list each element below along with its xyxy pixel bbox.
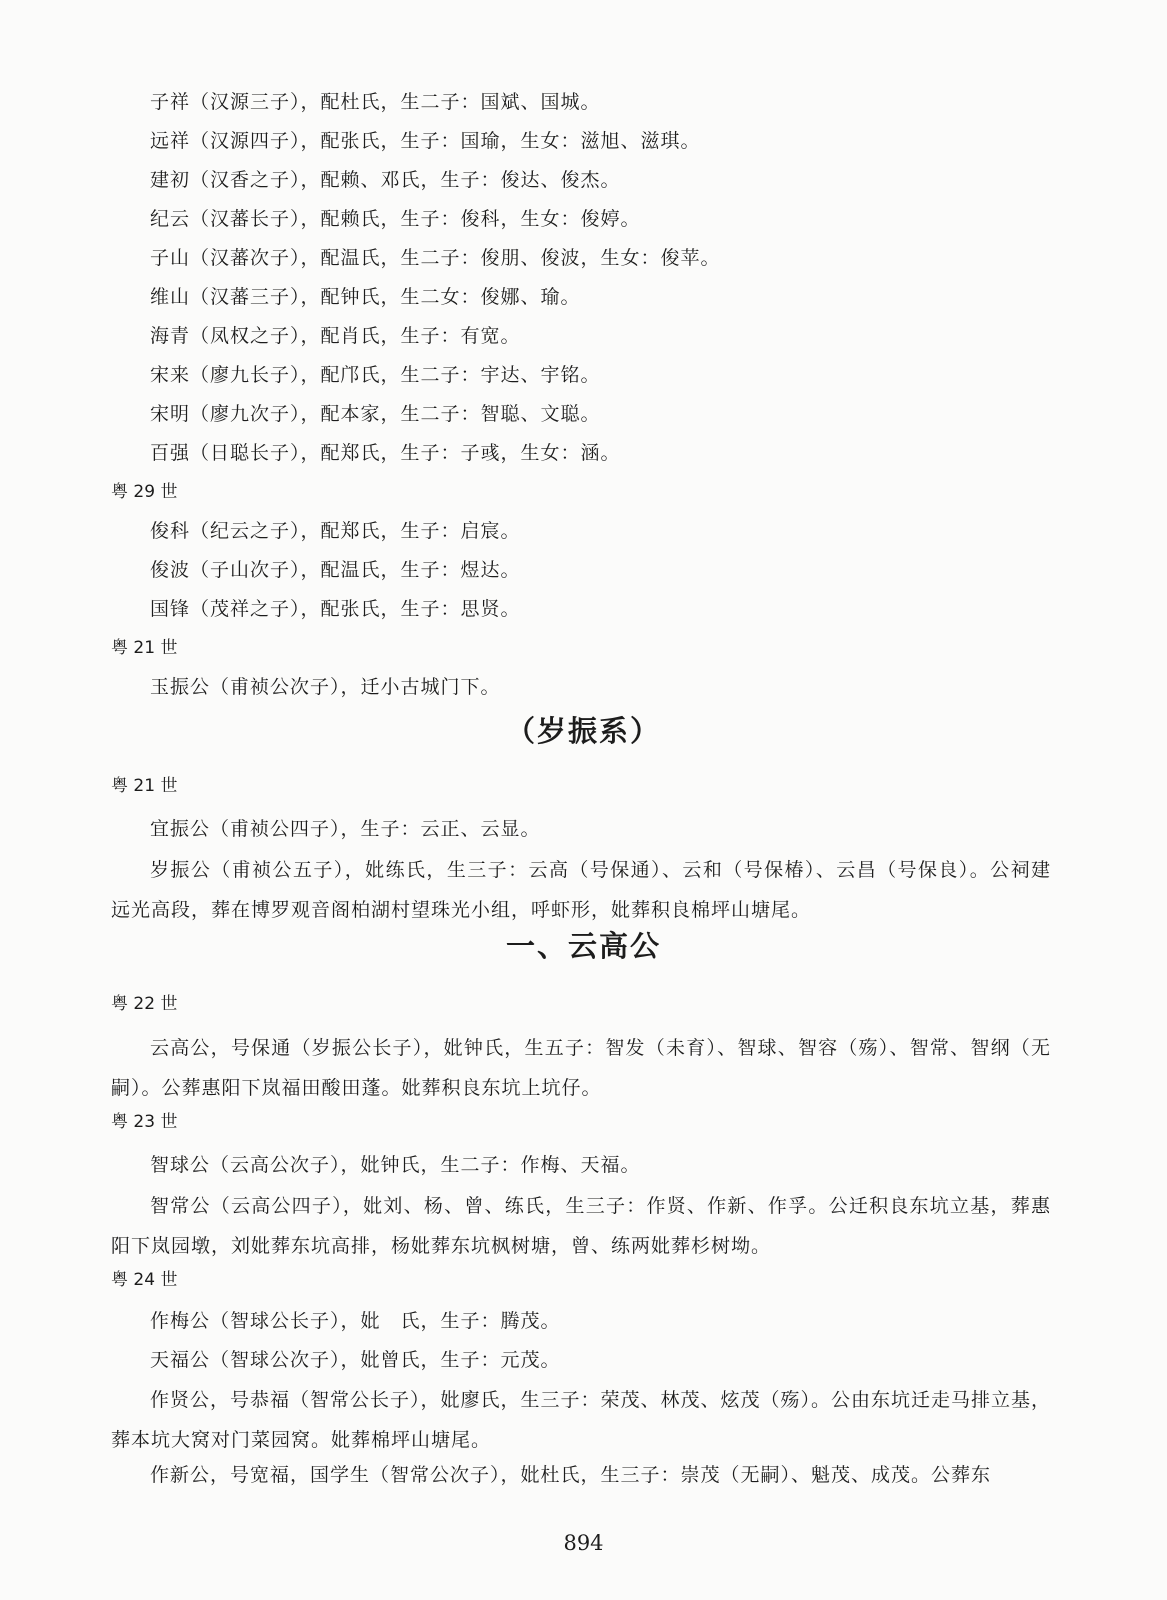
entry-line: 宋来（廖九长子），配邝氏，生二子：宇达、宇铭。 [150, 364, 601, 386]
entry-line: 维山（汉蕃三子），配钟氏，生二女：俊娜、瑜。 [150, 286, 581, 308]
generation-heading: 粤 22 世 [111, 994, 178, 1014]
entry-line: 俊波（子山次子），配温氏，生子：煜达。 [150, 559, 521, 581]
entry-paragraph: 岁振公（甫祯公五子），妣练氏，生三子：云高（号保通）、云和（号保椿）、云昌（号保良）。公祠建远光高段，葬在博罗观音阁柏湖村望珠光小组，呼虾形，妣葬积良棉坪山塘尾。 [111, 859, 1051, 921]
entry-paragraph: 智常公（云高公四子），妣刘、杨、曾、练氏，生三子：作贤、作新、作孚。公迁积良东坑立基，葬惠阳下岚园墩，刘妣葬东坑高排，杨妣葬东坑枫树塘，曾、练两妣葬杉树坳。 [111, 1195, 1051, 1257]
entry-line: 宜振公（甫祯公四子），生子：云正、云显。 [150, 818, 541, 840]
page-number: 894 [563, 1531, 604, 1555]
entry-line: 海青（凤权之子），配肖氏，生子：有宽。 [150, 325, 521, 347]
section-heading: 一、云高公 [505, 929, 661, 963]
generation-heading: 粤 21 世 [111, 776, 178, 796]
entry-line: 国锋（茂祥之子），配张氏，生子：思贤。 [150, 598, 521, 620]
entry-line: 子山（汉蕃次子），配温氏，生二子：俊朋、俊波，生女：俊苹。 [150, 247, 721, 269]
entry-line: 远祥（汉源四子），配张氏，生子：国瑜，生女：滋旭、滋琪。 [150, 130, 701, 152]
entry-line: 纪云（汉蕃长子），配赖氏，生子：俊科，生女：俊婷。 [150, 208, 641, 230]
section-heading: （岁振系） [505, 714, 661, 748]
generation-heading: 粤 29 世 [111, 482, 178, 502]
entry-paragraph: 作贤公，号恭福（智常公长子），妣廖氏，生三子：荣茂、林茂、炫茂（殇）。公由东坑迁走马排立基，葬本坑大窝对门菜园窝。妣葬棉坪山塘尾。 [111, 1389, 1052, 1451]
generation-heading: 粤 24 世 [111, 1270, 178, 1290]
entry-line: 作新公，号宽福，国学生（智常公次子），妣杜氏，生三子：崇茂（无嗣）、魁茂、成茂。公葬东 [150, 1464, 992, 1486]
entry-line: 俊科（纪云之子），配郑氏，生子：启宸。 [150, 520, 521, 542]
entry-line: 玉振公（甫祯公次子），迁小古城门下。 [150, 676, 501, 698]
generation-heading: 粤 21 世 [111, 638, 178, 658]
entry-line: 建初（汉香之子），配赖、邓氏，生子：俊达、俊杰。 [150, 169, 621, 191]
entry-line: 天福公（智球公次子），妣曾氏，生子：元茂。 [150, 1349, 561, 1371]
entry-paragraph: 云高公，号保通（岁振公长子），妣钟氏，生五子：智发（未育）、智球、智容（殇）、智常、智纲（无嗣）。公葬惠阳下岚福田酸田蓬。妣葬积良东坑上坑仔。 [111, 1037, 1051, 1099]
generation-heading: 粤 23 世 [111, 1112, 178, 1132]
entry-line: 智球公（云高公次子），妣钟氏，生二子：作梅、天福。 [150, 1154, 641, 1176]
entry-line: 宋明（廖九次子），配本家，生二子：智聪、文聪。 [150, 403, 601, 425]
entry-line: 子祥（汉源三子），配杜氏，生二子：国斌、国城。 [150, 91, 601, 113]
entry-line: 作梅公（智球公长子），妣 氏，生子：腾茂。 [150, 1310, 561, 1332]
entry-line: 百强（日聪长子），配郑氏，生子：子彧，生女：涵。 [150, 442, 621, 464]
